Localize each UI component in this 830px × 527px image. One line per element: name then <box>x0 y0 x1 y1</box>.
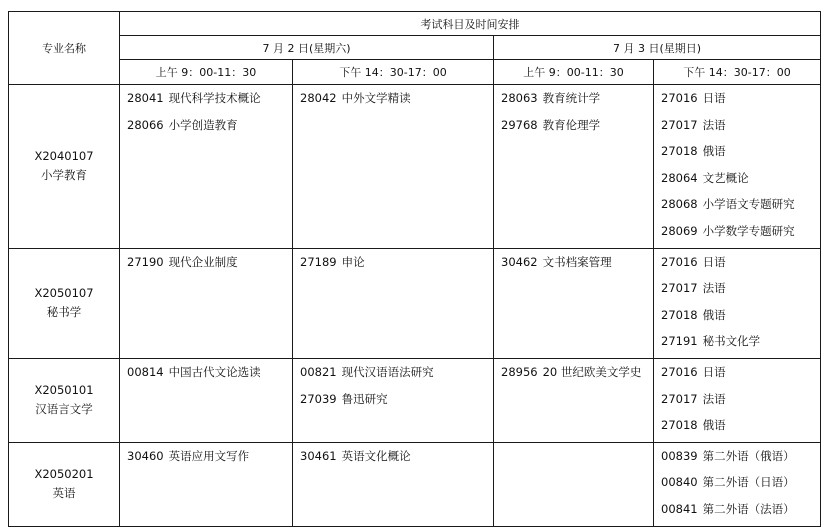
major-name: 英语 <box>52 486 76 501</box>
subject-name: 第二外语（法语） <box>702 501 795 516</box>
subject-item <box>661 331 820 358</box>
day-header-sunday: 7 月 3 日(星期日) <box>494 36 821 60</box>
subject-item <box>661 415 820 442</box>
subject-code: 27190 <box>127 254 164 269</box>
subject-code: 27017 <box>661 117 698 132</box>
subject-item <box>661 88 820 115</box>
subject-item <box>300 252 493 279</box>
subject-name: 教育伦理学 <box>542 117 601 132</box>
subject-code: 00821 <box>300 364 337 379</box>
subject-cell-sat-morning <box>120 85 293 249</box>
header-row-days <box>9 36 821 60</box>
subject-name: 现代科学技术概论 <box>168 91 261 105</box>
subject-code: 27018 <box>661 307 698 322</box>
subject-cell-sun-afternoon <box>654 442 821 526</box>
subject-item <box>661 252 820 279</box>
session-header-sun-morning: 上午 9：00-11：30 <box>494 60 654 85</box>
subject-item <box>661 305 820 332</box>
subject-code: 29768 <box>501 117 538 132</box>
subject-item <box>661 446 820 473</box>
subject-name: 现代企业制度 <box>168 254 238 269</box>
day-header-saturday: 7 月 2 日(星期六) <box>120 36 494 60</box>
subject-code: 28068 <box>661 197 698 212</box>
subject-item <box>661 194 820 221</box>
session-header-sat-morning: 上午 9：00-11：30 <box>120 60 293 85</box>
subject-item <box>127 362 292 389</box>
subject-code: 28956 <box>501 364 538 379</box>
subject-name: 法语 <box>702 391 726 406</box>
schedule-title: 考试科目及时间安排 <box>120 12 821 36</box>
subject-cell-sat-morning <box>120 442 293 526</box>
subject-item <box>127 446 292 473</box>
subject-name: 文书档案管理 <box>542 254 612 269</box>
subject-cell-sat-afternoon <box>293 358 494 442</box>
subject-item <box>501 252 653 279</box>
subject-name: 教育统计学 <box>542 91 601 105</box>
subject-item <box>661 141 820 168</box>
subject-item <box>661 389 820 416</box>
subject-name: 日语 <box>702 364 726 379</box>
subject-name: 日语 <box>702 91 726 105</box>
subject-code: 27191 <box>661 334 698 349</box>
header-row-sessions <box>9 60 821 85</box>
table-row <box>9 248 821 358</box>
subject-name: 20 世纪欧美文学史 <box>542 364 642 379</box>
subject-cell-sun-morning <box>494 248 654 358</box>
subject-item <box>300 446 493 473</box>
major-cell <box>9 248 120 358</box>
subject-item <box>501 88 653 115</box>
subject-item <box>661 221 820 248</box>
major-cell <box>9 442 120 526</box>
subject-item <box>661 472 820 499</box>
subject-name: 秘书文化学 <box>702 334 761 349</box>
major-name: 小学教育 <box>41 168 87 183</box>
major-column-header: 专业名称 <box>9 12 120 85</box>
subject-name: 英语文化概论 <box>341 448 411 463</box>
subject-code: 28064 <box>661 170 698 185</box>
subject-code: 27017 <box>661 391 698 406</box>
subject-item <box>127 252 292 279</box>
header-row-title <box>9 12 821 36</box>
subject-item <box>661 499 820 526</box>
subject-code: 27016 <box>661 91 698 105</box>
subject-code: 30461 <box>300 448 337 463</box>
subject-code: 27016 <box>661 364 698 379</box>
subject-cell-sat-afternoon <box>293 248 494 358</box>
subject-item <box>501 362 653 389</box>
table-row <box>9 85 821 249</box>
subject-name: 第二外语（日语） <box>702 475 795 490</box>
major-name: 秘书学 <box>46 305 82 320</box>
subject-item <box>661 278 820 305</box>
subject-name: 俄语 <box>702 418 726 433</box>
subject-code: 28063 <box>501 91 538 105</box>
subject-code: 28041 <box>127 91 164 105</box>
exam-schedule-table <box>8 11 821 527</box>
major-cell <box>9 85 120 249</box>
subject-cell-sun-morning <box>494 442 654 526</box>
subject-item <box>661 115 820 142</box>
subject-name: 俄语 <box>702 307 726 322</box>
subject-cell-sun-morning <box>494 358 654 442</box>
subject-name: 鲁迅研究 <box>341 391 388 406</box>
subject-code: 27018 <box>661 418 698 433</box>
subject-code: 28069 <box>661 223 698 238</box>
subject-cell-sat-afternoon <box>293 85 494 249</box>
subject-item <box>300 362 493 389</box>
subject-code: 27189 <box>300 254 337 269</box>
session-header-sun-afternoon: 下午 14：30-17：00 <box>654 60 821 85</box>
subject-name: 中外文学精读 <box>341 91 411 105</box>
subject-code: 27018 <box>661 144 698 159</box>
subject-cell-sun-afternoon <box>654 85 821 249</box>
major-code: X2050101 <box>34 383 94 398</box>
subject-name: 现代汉语语法研究 <box>341 364 434 379</box>
subject-item <box>127 115 292 142</box>
table-row <box>9 358 821 442</box>
subject-code: 27017 <box>661 281 698 296</box>
subject-item <box>127 88 292 115</box>
subject-item <box>661 168 820 195</box>
subject-code: 00814 <box>127 364 164 379</box>
major-code: X2050201 <box>34 467 94 482</box>
subject-name: 小学创造教育 <box>168 117 238 132</box>
subject-name: 中国古代文论选读 <box>168 364 261 379</box>
subject-name: 申论 <box>341 254 365 269</box>
subject-code: 00840 <box>661 475 698 490</box>
subject-cell-sun-afternoon <box>654 248 821 358</box>
subject-name: 英语应用文写作 <box>168 448 250 463</box>
subject-item <box>661 362 820 389</box>
major-name: 汉语言文学 <box>35 402 93 417</box>
subject-name: 法语 <box>702 117 726 132</box>
session-header-sat-afternoon: 下午 14：30-17：00 <box>293 60 494 85</box>
subject-code: 00841 <box>661 501 698 516</box>
subject-code: 30462 <box>501 254 538 269</box>
subject-name: 俄语 <box>702 144 726 159</box>
subject-cell-sat-afternoon <box>293 442 494 526</box>
subject-name: 文艺概论 <box>702 170 749 185</box>
subject-code: 27016 <box>661 254 698 269</box>
subject-cell-sun-afternoon <box>654 358 821 442</box>
subject-code: 28042 <box>300 91 337 105</box>
subject-item <box>300 88 493 115</box>
subject-cell-sat-morning <box>120 248 293 358</box>
major-code: X2050107 <box>34 286 94 301</box>
subject-code: 28066 <box>127 117 164 132</box>
subject-name: 小学数学专题研究 <box>702 223 795 238</box>
subject-name: 小学语文专题研究 <box>702 197 795 212</box>
table-row <box>9 442 821 526</box>
major-cell <box>9 358 120 442</box>
subject-code: 27039 <box>300 391 337 406</box>
major-code: X2040107 <box>34 149 94 164</box>
subject-name: 第二外语（俄语） <box>702 448 795 463</box>
subject-item <box>300 389 493 416</box>
subject-name: 日语 <box>702 254 726 269</box>
subject-cell-sat-morning <box>120 358 293 442</box>
subject-code: 00839 <box>661 448 698 463</box>
subject-item <box>501 115 653 142</box>
subject-code: 30460 <box>127 448 164 463</box>
subject-name: 法语 <box>702 281 726 296</box>
subject-cell-sun-morning <box>494 85 654 249</box>
